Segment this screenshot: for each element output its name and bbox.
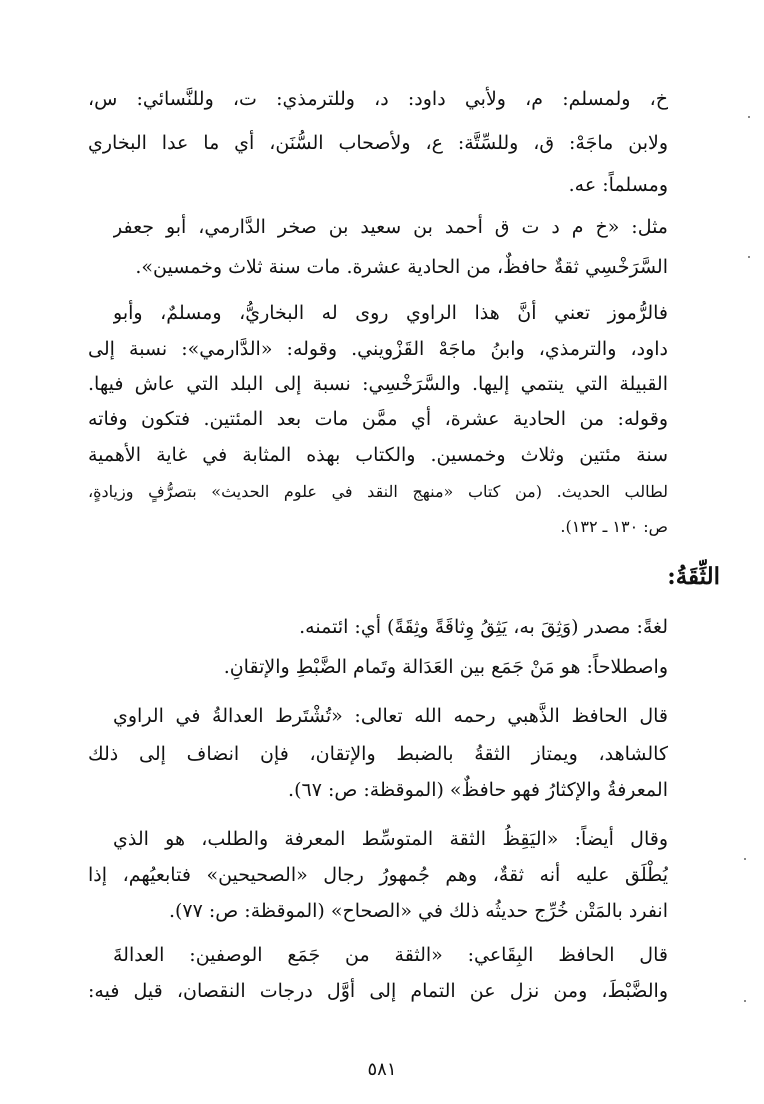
text-line: واصطلاحاً: هو مَنْ جَمَع بين العَدَالة وتَمام الضَّبْطِ والإتقانِ. bbox=[223, 656, 668, 678]
section-heading: الثِّقَةُ: bbox=[667, 563, 720, 590]
text-line: ومسلماً: عه. bbox=[568, 174, 668, 196]
text-line: ولابن ماجَهْ: ق، وللسِّتَّة: ع، ولأصحاب السُّنَن، أي ما عدا البخاري bbox=[88, 132, 668, 154]
scan-speck bbox=[748, 256, 750, 258]
text-line: انفرد بالمَتْن خُرِّج حديثُه ذلك في «الصحاح» (الموقظة: ص: ٧٧). bbox=[168, 900, 668, 922]
text-line: المعرفةُ والإكثارُ فهو حافظٌ» (الموقظة: ص: ٦٧). bbox=[288, 779, 668, 801]
text-line: لطالب الحديث. (من كتاب «منهج النقد في علوم الحديث» بتصرُّفٍ وزيادةٍ، bbox=[88, 482, 668, 501]
text-line: قال الحافظ الذَّهبي رحمه الله تعالى: «تُشْتَرط العدالةُ في الراوي bbox=[113, 705, 668, 727]
text-line: مثل: «خ م د ت ق أحمد بن سعيد بن صخر الدَّارمي، أبو جعفر bbox=[113, 216, 668, 238]
text-line: فالرُّموز تعني أنَّ هذا الراوي روى له البخاريُّ، ومسلمٌ، وأبو bbox=[113, 302, 668, 324]
text-line: داود، والترمذي، وابنُ ماجَهْ القَزْويني. وقوله: «الدَّارمي»: نسبة إلى bbox=[88, 338, 668, 360]
text-line: كالشاهد، ويمتاز الثقةُ بالضبط والإتقان، فإن انضاف إلى ذلك bbox=[88, 743, 668, 765]
text-line: سنة مئتين وثلاث وخمسين. والكتاب بهذه المثابة في غاية الأهمية bbox=[88, 444, 668, 466]
text-line: قال الحافظ البِقَاعي: «الثقة من جَمَع الوصفين: العدالةَ bbox=[113, 944, 668, 966]
page-number: ٥٨١ bbox=[367, 1059, 397, 1080]
text-line: وقوله: من الحادية عشرة، أي ممَّن مات بعد المئتين. فتكون وفاته bbox=[88, 408, 668, 430]
scan-speck bbox=[748, 116, 750, 118]
text-line: ص: ١٣٠ ـ ١٣٢). bbox=[560, 517, 668, 536]
text-line: خ، ولمسلم: م، ولأبي داود: د، وللترمذي: ت، وللنَّسائي: س، bbox=[88, 88, 668, 110]
scan-speck bbox=[744, 858, 746, 860]
scan-speck bbox=[744, 1000, 746, 1002]
text-line: القبيلة التي ينتمي إليها. والسَّرَخْسِي: نسبة إلى البلد التي عاش فيها. bbox=[88, 373, 668, 395]
text-line: لغةً: مصدر (وَثِقَ به، يَثِقُ وِثاقَةً وثِقَةً) أي: ائتمنه. bbox=[299, 616, 668, 638]
text-line: وقال أيضاً: «اليَقِظُ الثقة المتوسِّط المعرفة والطلب، هو الذي bbox=[113, 828, 668, 850]
text-line: والضَّبْطَ، ومن نزل عن التمام إلى أوَّل درجات النقصان، قيل فيه: bbox=[88, 980, 668, 1002]
text-line: يُطْلَق عليه أنه ثقةٌ، وهم جُمهورُ رجال «الصحيحين» فتابعيُهم، إذا bbox=[88, 864, 668, 886]
text-line: السَّرَخْسِي ثقةٌ حافظٌ، من الحادية عشرة. مات سنة ثلاث وخمسين». bbox=[135, 256, 668, 278]
